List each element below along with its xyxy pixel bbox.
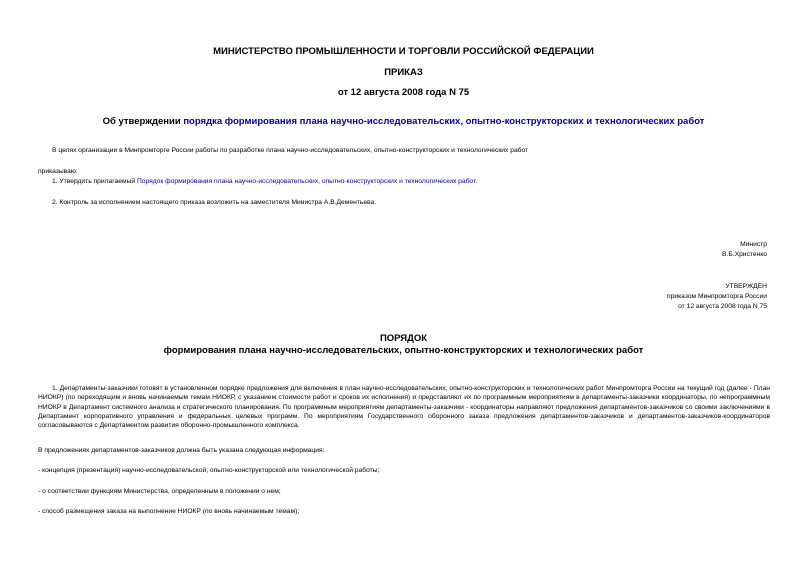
procedure-link[interactable]: Порядок формирования плана научно-исследовательских, опытно-конструкторских и технологических работ <box>136 178 476 185</box>
procedure-paragraph-1: 1. Департаменты-заказчики готовят в установленном порядке предложения для включения в план научно-исследовательских, опытно-конструкторских и технологических работ Минпромторга России на текущий год (далее - План НИОКР) (по переходящим и вновь начинаемым темам НИОКР, с указанием стоимости работ и сроков их исполнения) и представляют их по программным мероприятиям в департаменты-заказчики координаторы, по непрограммным НИОКР в Департамент системного анализа и стратегического планирования. По программным мероприятиям департаменты-заказчики - координаторы направляют предложения департаментов-заказчиков со своими заключениями в Департамент корпоративного управления и федеральных целевых программ. По мероприятиям Государственного оборонного заказа предложения департаментов-заказчиков и департаментов-заказчиков-координаторов согласовываются с Департаментом развития оборонно-промышленного комплекса. <box>38 385 770 430</box>
order-item-2: 2. Контроль за исполнением настоящего приказа возложить на заместителя Министра А.В.Дементьева. <box>52 199 377 206</box>
info-bullet-1: - концепция (презентация) научно-исследовательской, опытно-конструкторской или технологической работы; <box>38 467 380 474</box>
order-item-1-suffix: . <box>475 178 478 185</box>
order-title-link[interactable]: порядка формирования плана научно-исследовательских, опытно-конструкторских и технологических работ <box>183 116 705 127</box>
order-title <box>0 116 807 127</box>
approval-stamp: УТВЕРЖДЕН <box>725 283 767 290</box>
procedure-subtitle: формирования плана научно-исследовательских, опытно-конструкторских и технологических работ <box>163 345 644 356</box>
order-intro: В целях организации в Минпромторге России работы по разработке плана научно-исследовательских, опытно-конструкторских и технологических работ <box>52 147 529 154</box>
approval-date: от 12 августа 2008 года N 75 <box>678 303 767 310</box>
info-bullet-3: - способ размещения заказа на выполнение НИОКР (по вновь начинаемым темам); <box>38 508 300 515</box>
signature-position: Министр <box>740 241 767 248</box>
ministry-heading: МИНИСТЕРСТВО ПРОМЫШЛЕННОСТИ И ТОРГОВЛИ РОССИЙСКОЙ ФЕДЕРАЦИИ <box>213 46 594 57</box>
order-date: от 12 августа 2008 года N 75 <box>337 87 470 98</box>
approval-order: приказом Минпромторга России <box>667 293 767 300</box>
signature-name: В.Б.Христенко <box>722 251 767 258</box>
info-bullet-2: - о соответствии функциям Министерства, определенным в положении о нем; <box>38 488 281 495</box>
order-title-prefix: Об утверждении <box>102 116 184 127</box>
order-item-1 <box>52 177 477 186</box>
procedure-title: ПОРЯДОК <box>379 333 428 344</box>
info-intro: В предложениях департаментов-заказчиков должна быть указана следующая информация: <box>38 447 325 454</box>
order-command: приказываю: <box>38 168 78 175</box>
order-item-1-prefix: 1. Утвердить прилагаемый <box>52 178 137 185</box>
doc-type-heading: ПРИКАЗ <box>384 67 423 78</box>
